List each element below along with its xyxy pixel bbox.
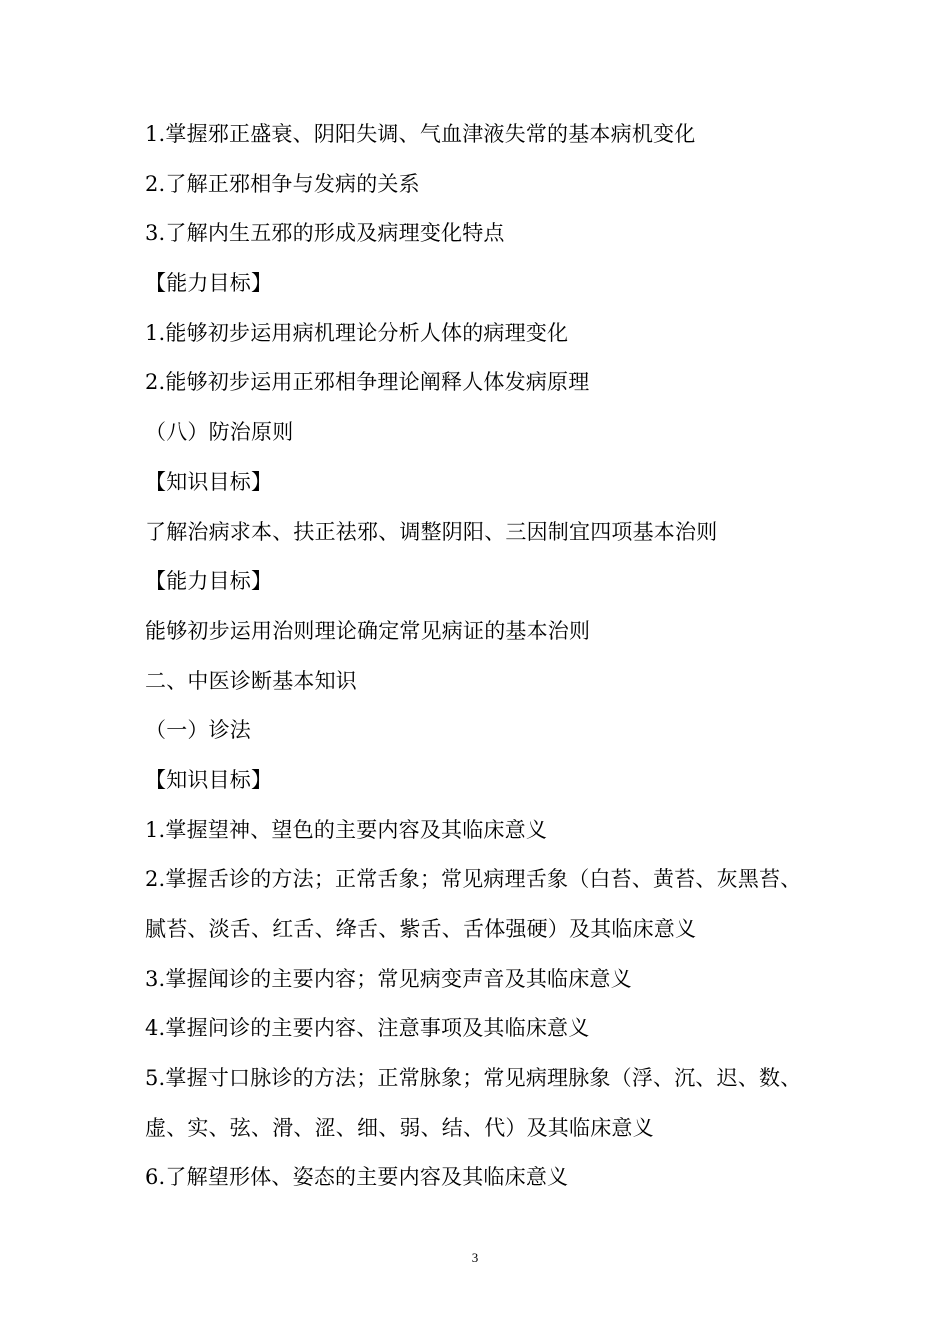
page-number: 3 (471, 1250, 479, 1265)
text-line: 腻苔、淡舌、红舌、绛舌、紫舌、舌体强硬）及其临床意义 (145, 917, 697, 941)
section-heading: 【能力目标】 (145, 569, 273, 594)
chapter-heading: 二、中医诊断基本知识 (145, 668, 357, 693)
text-line: 2.掌握舌诊的方法；正常舌象；常见病理舌象（白苔、黄苔、灰黑苔、 (145, 867, 802, 892)
text-line: 3.掌握闻诊的主要内容；常见病变声音及其临床意义 (145, 966, 632, 991)
section-heading: 【知识目标】 (145, 767, 273, 792)
text-line: 6.了解望形体、姿态的主要内容及其临床意义 (145, 1165, 569, 1190)
text-line: 能够初步运用治则理论确定常见病证的基本治则 (145, 618, 591, 643)
text-line: 虚、实、弦、滑、涩、细、弱、结、代）及其临床意义 (145, 1115, 654, 1140)
text-line: 了解治病求本、扶正祛邪、调整阴阳、三因制宜四项基本治则 (145, 519, 718, 544)
subsection-heading: （八）防治原则 (145, 420, 294, 445)
text-line: 5.掌握寸口脉诊的方法；正常脉象；常见病理脉象（浮、沉、迟、数、 (145, 1066, 802, 1091)
text-line: 1.掌握望神、望色的主要内容及其临床意义 (145, 817, 548, 842)
text-line: 3.了解内生五邪的形成及病理变化特点 (145, 221, 505, 246)
text-line: 4.掌握问诊的主要内容、注意事项及其临床意义 (145, 1016, 590, 1041)
text-line: 1.能够初步运用病机理论分析人体的病理变化 (145, 320, 569, 345)
text-line: 2.能够初步运用正邪相争理论阐释人体发病原理 (145, 370, 590, 395)
text-line: 1.掌握邪正盛衰、阴阳失调、气血津液失常的基本病机变化 (145, 122, 696, 146)
document-body (145, 110, 825, 1203)
subsection-heading: （一）诊法 (145, 718, 251, 743)
section-heading: 【知识目标】 (145, 469, 273, 494)
text-line: 2.了解正邪相争与发病的关系 (145, 171, 420, 196)
section-heading: 【能力目标】 (145, 271, 273, 296)
